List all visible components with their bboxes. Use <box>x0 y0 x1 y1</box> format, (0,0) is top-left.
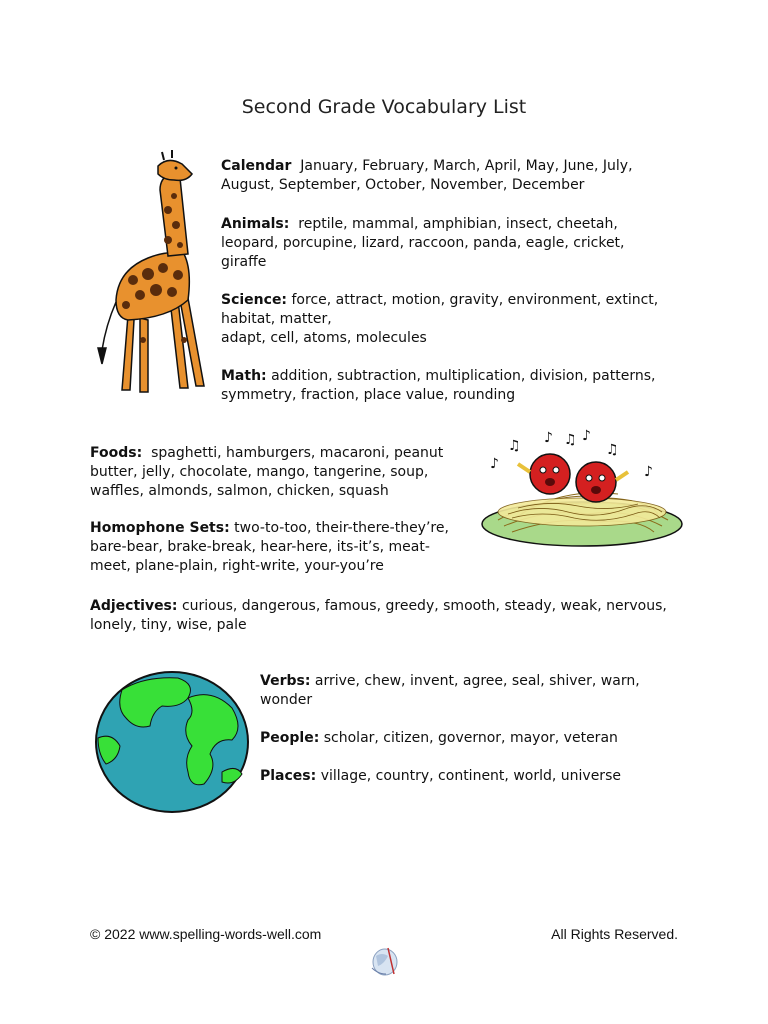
svg-text:♪: ♪ <box>644 464 653 480</box>
site-logo-icon <box>368 944 402 980</box>
spaghetti-illustration <box>478 428 688 553</box>
footer-copyright: © 2022 www.spelling-words-well.com <box>90 926 322 942</box>
places-label: Places: <box>260 768 317 784</box>
section-people <box>260 729 680 748</box>
section-adjectives <box>90 597 690 635</box>
foods-words: spaghetti, hamburgers, macaroni, peanut butter, jelly, chocolate, mango, tangerine, soup, waffles, almonds, salmon, chicken, squash <box>90 445 444 499</box>
animals-words: reptile, mammal, amphibian, insect, cheetah, leopard, porcupine, lizard, raccoon, panda, eagle, cricket, giraffe <box>221 216 625 270</box>
section-animals <box>221 215 661 272</box>
section-foods <box>90 444 465 501</box>
adjectives-label: Adjectives: <box>90 598 178 614</box>
globe-illustration <box>92 668 254 816</box>
svg-text:♫: ♫ <box>508 438 521 454</box>
svg-text:♪: ♪ <box>544 430 553 446</box>
section-places <box>260 767 680 786</box>
calendar-words: January, February, March, April, May, June, July, August, September, October, November, December <box>221 158 633 193</box>
science-words-line2: adapt, cell, atoms, molecules <box>221 330 427 346</box>
svg-text:♪: ♪ <box>582 428 591 444</box>
section-homophones <box>90 519 462 576</box>
section-verbs <box>260 672 660 710</box>
verbs-words: arrive, chew, invent, agree, seal, shiver, warn, wonder <box>260 673 640 708</box>
foods-label: Foods: <box>90 445 143 461</box>
homophones-words: two-to-too, their-there-they’re, bare-bear, brake-break, hear-here, its-it’s, meat-meet, plane-plain, right-write, your-you’re <box>90 520 449 574</box>
math-words: addition, subtraction, multiplication, division, patterns, symmetry, fraction, place value, rounding <box>221 368 656 403</box>
giraffe-illustration <box>88 150 216 400</box>
footer-rights: All Rights Reserved. <box>551 926 678 942</box>
svg-text:♫: ♫ <box>606 442 619 458</box>
section-science <box>221 291 671 348</box>
animals-label: Animals: <box>221 216 290 232</box>
math-label: Math: <box>221 368 267 384</box>
svg-text:♪: ♪ <box>490 456 499 472</box>
calendar-label: Calendar <box>221 158 292 174</box>
science-words: force, attract, motion, gravity, environment, extinct, habitat, matter, <box>221 292 659 327</box>
people-words: scholar, citizen, governor, mayor, veteran <box>323 730 618 746</box>
homophones-label: Homophone Sets: <box>90 520 230 536</box>
svg-text:♫: ♫ <box>564 432 577 448</box>
places-words: village, country, continent, world, universe <box>320 768 621 784</box>
people-label: People: <box>260 730 320 746</box>
page-title: Second Grade Vocabulary List <box>241 96 527 118</box>
verbs-label: Verbs: <box>260 673 311 689</box>
science-label: Science: <box>221 292 288 308</box>
section-calendar <box>221 157 661 195</box>
adjectives-words: curious, dangerous, famous, greedy, smooth, steady, weak, nervous, lonely, tiny, wise, pale <box>90 598 667 633</box>
section-math <box>221 367 666 405</box>
